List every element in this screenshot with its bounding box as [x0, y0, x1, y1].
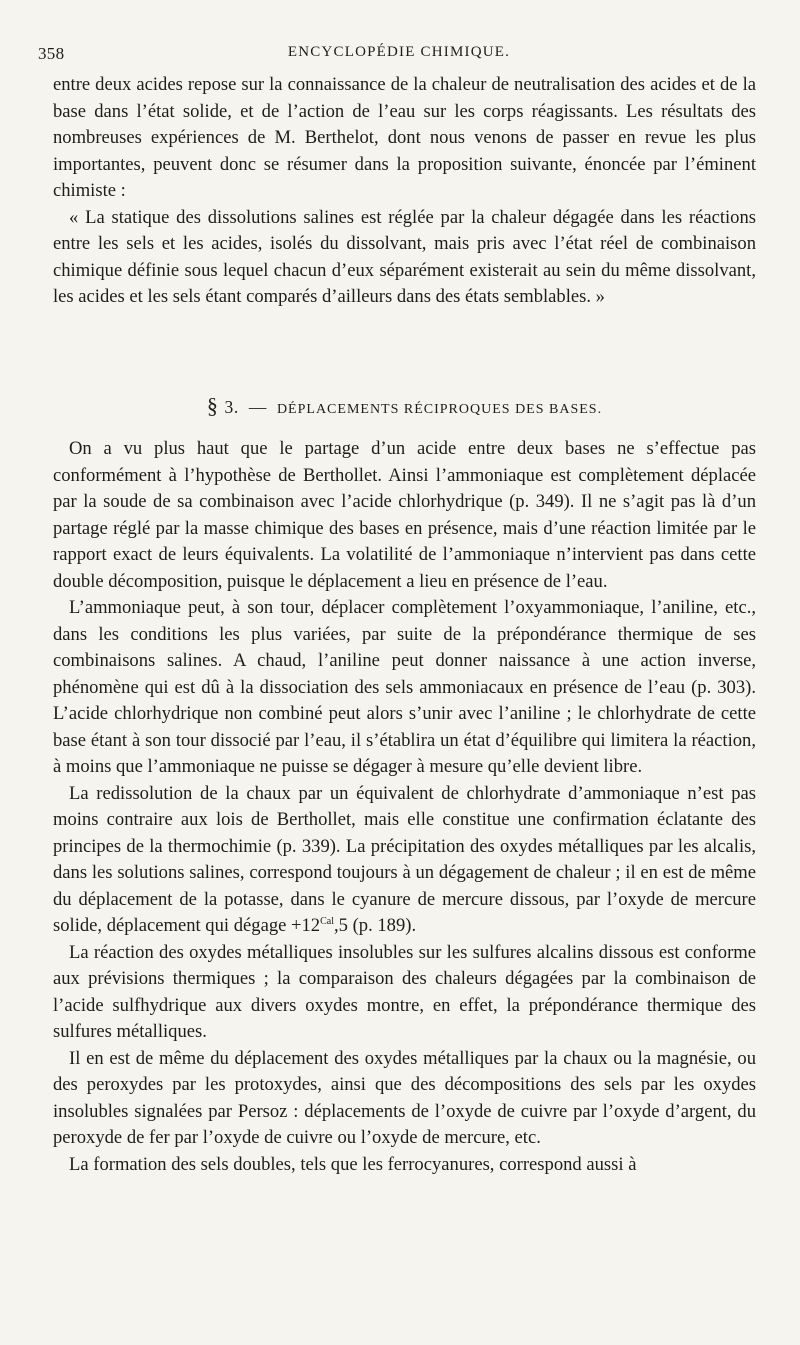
intro-text-block: [53, 72, 756, 311]
paragraph-4: La réaction des oxydes métalliques insolubles sur les sulfures alcalins dissous est conforme aux prévisions thermiques ; la comparaison des chaleurs dégagées par la combinaison de l’acide sulfhydrique aux divers oxydes montre, en effet, la prépondérance thermique des sulfures métalliques.: [53, 941, 756, 1042]
running-title: ENCYCLOPÉDIE CHIMIQUE.: [287, 44, 511, 60]
paragraph-5: Il en est de même du déplacement des oxydes métalliques par la chaux ou la magnésie, ou des peroxydes par les protoxydes, ainsi que des décompositions des sels par les oxydes insolubles signalées par Persoz : déplacements de l’oxyde de cuivre par l’oxyde d’argent, du peroxyde de fer par l’oxyde de cuivre ou l’oxyde de mercure, etc.: [53, 1047, 756, 1148]
paragraph-1: On a vu plus haut que le partage d’un acide entre deux bases ne s’effectue pas conformément à l’hypothèse de Berthollet. Ainsi l’ammoniaque est complètement déplacée par la soude de sa combinaison avec l’acide chlorhydrique (p. 349). Il ne s’agit pas là d’un partage réglé par la masse chimique des bases en présence, mais d’une réaction limitée par le rapport exact de leurs équivalents. La volatilité de l’ammoniaque n’intervient pas dans cette double décomposition, puisque le déplacement a lieu en présence de l’eau.: [53, 438, 756, 592]
page-header: [38, 44, 760, 68]
berthelot-quote: « La statique des dissolutions salines est réglée par la chaleur dégagée dans les réactions entre les sels et les acides, isolés du dissolvant, mais pris avec l’état réel de combinaison chimique définie sous lequel chacun d’eux séparément existerait au sein du même dissolvant, les acides et les sels étant comparés d’ailleurs dans des états semblables. »: [53, 206, 756, 307]
section-heading: [53, 393, 756, 419]
calorie-unit: Cal: [320, 916, 334, 927]
section-number: 3.: [224, 397, 239, 417]
page-number: 358: [38, 44, 65, 63]
section-dash: —: [248, 397, 267, 417]
section-body: [53, 436, 756, 1178]
section-symbol: §: [206, 393, 219, 418]
section-title: DÉPLACEMENTS RÉCIPROQUES DES BASES.: [276, 402, 603, 417]
intro-paragraph: entre deux acides repose sur la connaissance de la chaleur de neutralisation des acides et de la base dans l’état solide, et de l’action de l’eau sur les corps réagissants. Les résultats des nombreuses expériences de M. Berthelot, dont nous venons de passer en revue les plus importantes, peuvent donc se résumer dans la proposition suivante, énoncée par l’éminent chimiste :: [53, 74, 756, 201]
paragraph-3: [53, 781, 756, 940]
paragraph-6: La formation des sels doubles, tels que les ferrocyanures, correspond aussi à: [69, 1153, 637, 1175]
paragraph-3-text: La redissolution de la chaux par un équivalent de chlorhydrate d’ammoniaque n’est pas moins contraire aux lois de Berthollet, mais elle constitue une confirmation éclatante des principes de la thermochimie (p. 339). La précipitation des oxydes métalliques par les alcalis, dans les solutions salines, correspond toujours à un dégagement de chaleur ; il en est de même du déplacement de la potasse, dans le cyanure de mercure dissous, par l’oxyde de mercure solide, déplacement qui dégage +12: [53, 782, 756, 936]
paragraph-3-end: ,5 (p. 189).: [334, 915, 417, 936]
paragraph-2: L’ammoniaque peut, à son tour, déplacer complètement l’oxyammoniaque, l’aniline, etc., dans les conditions les plus variées, par suite de la prépondérance thermique de ses combinaisons salines. A chaud, l’aniline peut donner naissance à une action inverse, phénomène qui est dû à la dissociation des sels ammoniacaux en présence de l’eau (p. 303). L’acide chlorhydrique non combiné peut alors s’unir avec l’aniline ; le chlorhydrate de cette base étant à son tour dissocié par l’eau, il s’établira un état d’équilibre qui limitera la réaction, à moins que l’ammoniaque ne puisse se dégager à mesure qu’elle devient libre.: [53, 597, 756, 777]
